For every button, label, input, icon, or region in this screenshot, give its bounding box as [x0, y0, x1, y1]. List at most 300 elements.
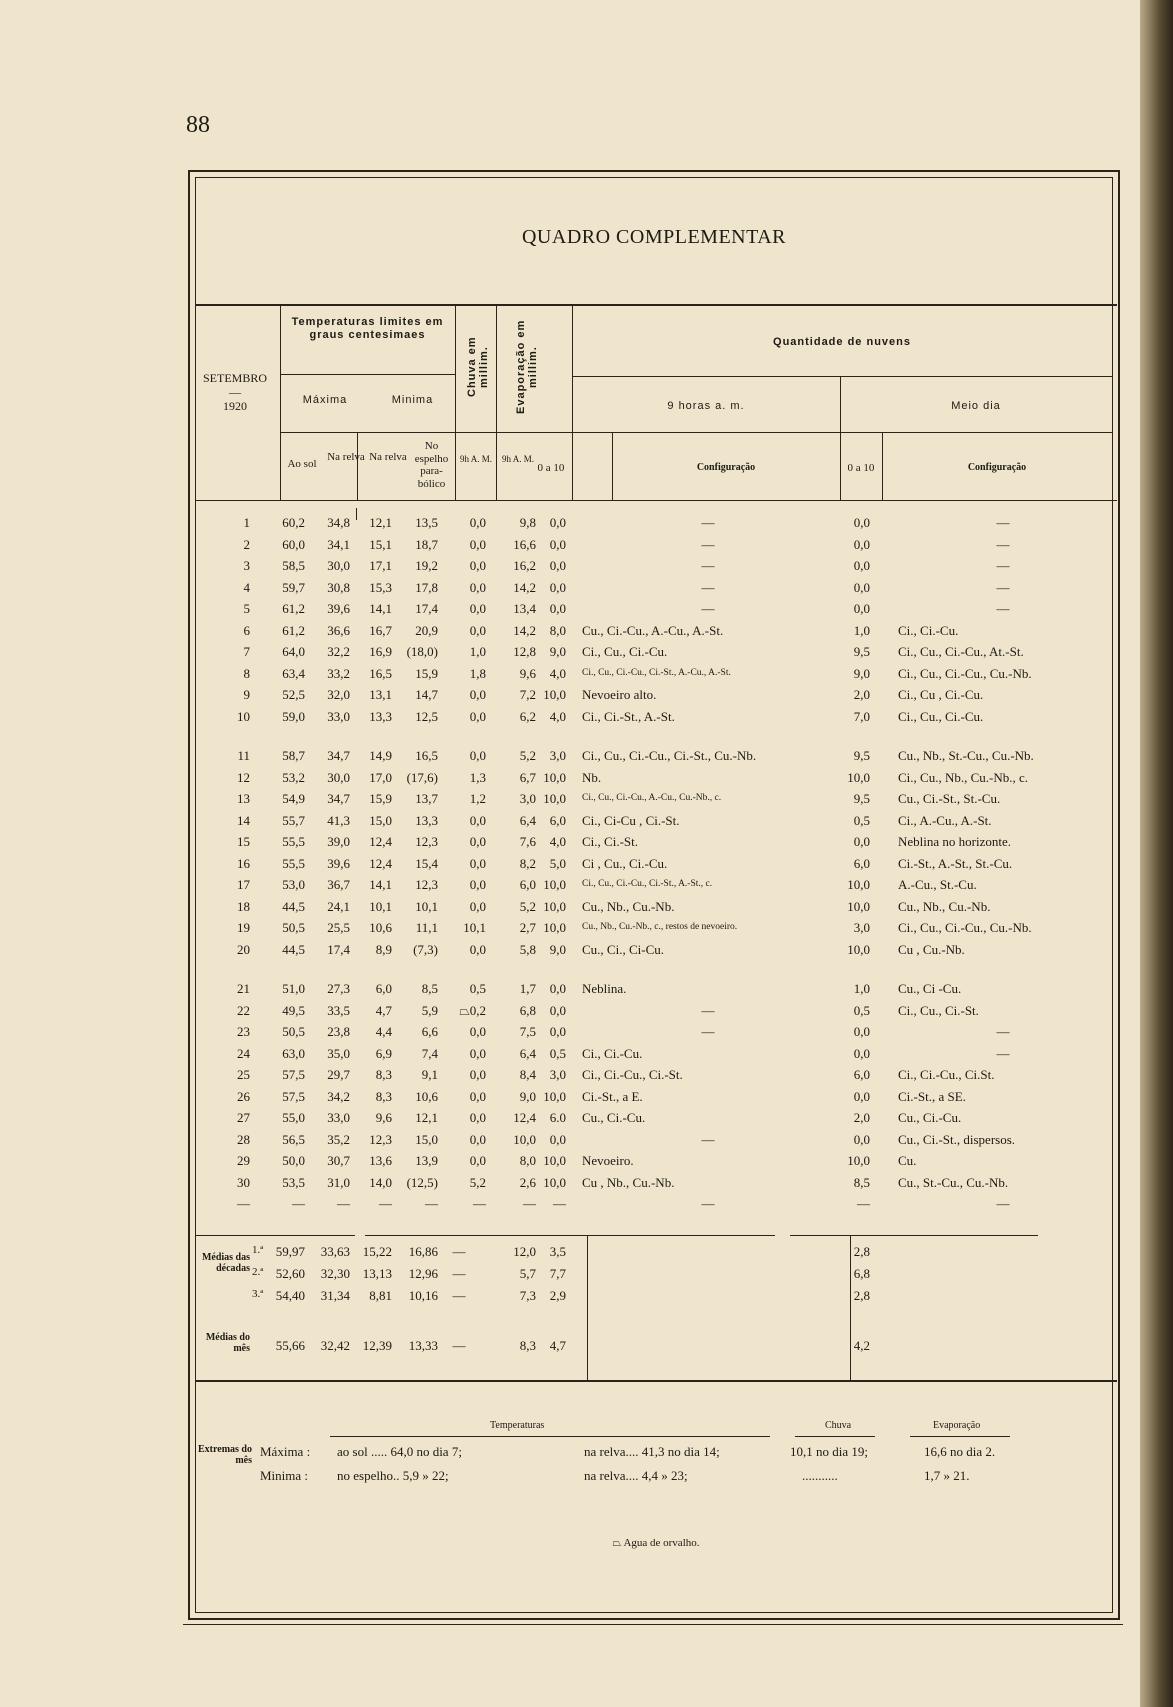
cell-min-relva: 15,0 — [369, 812, 392, 828]
table-row — [190, 813, 1122, 834]
table-row — [190, 834, 1122, 855]
cell-q12: 7,0 — [853, 708, 870, 724]
cell-evap: 14,2 — [513, 579, 536, 595]
cell-chuva: 0,0 — [469, 687, 486, 702]
cell-min-relva: 4,7 — [375, 1002, 392, 1018]
cell-c12: Cu., Ci.-Cu. — [898, 1110, 962, 1125]
mean-min-relva: 15,22 — [362, 1244, 392, 1259]
cell-evap: 7,2 — [519, 687, 536, 702]
month-mean-relva: 32,42 — [320, 1338, 350, 1353]
cell-q12: 0,0 — [853, 579, 870, 595]
cell-espelho: — — [425, 1196, 438, 1211]
cell-sol: 56,5 — [282, 1131, 305, 1147]
cell-chuva: 0,0 — [469, 708, 486, 724]
cell-espelho: 6,6 — [421, 1024, 438, 1039]
mean-evap: 7,3 — [519, 1288, 536, 1303]
cell-min-relva: 14,1 — [369, 877, 392, 892]
table-row — [190, 1024, 1122, 1045]
cell-espelho: 12,5 — [415, 708, 438, 724]
cell-sol: 59,7 — [282, 579, 305, 595]
cell-espelho: 19,2 — [415, 558, 438, 573]
mean-q12: 6,8 — [853, 1266, 870, 1281]
month-mean-sol: 55,66 — [275, 1338, 305, 1353]
cell-q12: 0,5 — [853, 812, 870, 828]
cell-day: 25 — [237, 1067, 250, 1082]
cell-q9: 10,0 — [543, 920, 566, 935]
cell-c12: — — [996, 1024, 1010, 1039]
cell-sol: 58,5 — [282, 558, 305, 573]
cell-q9: 0,0 — [549, 1131, 566, 1147]
cell-q9: 4,0 — [549, 834, 566, 849]
evap-header: Evaporação em millim. — [515, 319, 539, 415]
extremes-min-chuva: ........... — [802, 1468, 838, 1483]
cell-evap: 14,2 — [513, 622, 536, 638]
cell-relva: 41,3 — [327, 812, 350, 828]
time-9h-evap: 9h A. M. — [501, 454, 534, 464]
cell-c9: Ci , Cu., Ci.-Cu. — [582, 855, 668, 871]
mean-sol: 59,97 — [275, 1244, 305, 1259]
cell-q9: 10,0 — [543, 877, 566, 892]
cell-relva: 39,6 — [327, 855, 350, 871]
decade-mean-row — [190, 1244, 1122, 1265]
cell-relva: 30,0 — [327, 558, 350, 573]
cell-relva: 31,0 — [327, 1174, 350, 1190]
dew-symbol-icon: ⏢ — [612, 1537, 624, 1549]
cell-day: 8 — [243, 665, 250, 681]
cell-c9: Ci., Ci-Cu , Ci.-St. — [582, 812, 680, 828]
extremes-min-relva: na relva.... 4,4 » 23; — [584, 1468, 688, 1483]
cell-c12: Cu., Ci.-St., dispersos. — [898, 1131, 1016, 1147]
mean-relva: 33,63 — [320, 1244, 350, 1259]
cell-c12: Ci., A.-Cu., A.-St. — [898, 812, 992, 828]
extremes-evap-header: Evaporação — [933, 1420, 981, 1431]
table-row — [190, 623, 1122, 644]
cell-min-relva: 14,0 — [369, 1174, 392, 1190]
table-frame: QUADRO COMPLEMENTAR SETEMBRO — 1920 Temperaturas limites em graus centesimaes Máxima Minima Ao sol Na relva Na relva No espelho para-bólico Chuva em millim. Evaporação em millim. 9h A. M. 9h A. M. Quantidade de nuvens 9 horas a. m. Meio dia 0 a 10 Configuração 0 a 10 Configuração 1 60,2 34,8 12,1 13,5 0,0 9,8 0,0 — 0,0 — 2 60,0 34,1 15,1 18,7 0,0 16,6 0,0 — 0,0 — 3 58,5 30,0 17,1 19,2 0,0 16,2 0,0 — 0,0 — 4 59,7 30,8 15,3 17,8 0,0 14,2 0,0 — 0,0 — 5 61,2 39,6 14,1 17,4 0,0 13,4 0,0 — 0,0 — 6 61,2 36,6 16,7 20,9 0,0 14,2 8,0 Cu., Ci.-Cu., A.-Cu., A.-St. 1,0 Ci., Ci.-Cu. 7 64,0 32,2 16,9 (18,0) 1,0 12,8 9,0 Ci., Cu., Ci.-Cu. 9,5 Ci., Cu., Ci.-Cu., At.-St. 8 63,4 33,2 16,5 15,9 1,8 9,6 4,0 Ci., Cu., Ci.-Cu., Ci.-St., A.-Cu., A.-St. 9,0 Ci., Cu., Ci.-Cu., Cu.-Nb. 9 52,5 32,0 13,1 14,7 0,0 7,2 10,0 Nevoeiro alto. 2,0 Ci., Cu , Ci.-Cu. 10 59,0 33,0 13,3 12,5 0,0 6,2 4,0 Ci., Ci.-St., A.-St. 7,0 Ci., Cu., Ci.-Cu. 11 58,7 34,7 14,9 16,5 0,0 5,2 3,0 Ci., Cu., Ci.-Cu., Ci.-St., Cu.-Nb. 9,5 Cu., Nb., St.-Cu., Cu.-Nb. 12 53,2 30,0 17,0 (17,6) 1,3 6,7 10,0 Nb. 10,0 Ci., Cu., Nb., Cu.-Nb., c. 13 54,9 34,7 15,9 13,7 1,2 3,0 10,0 Ci., Cu., Ci.-Cu., A.-Cu., Cu.-Nb., c. 9,5 Cu., Ci.-St., St.-Cu. 14 55,7 41,3 15,0 13,3 0,0 6,4 6,0 Ci., Ci-Cu , Ci.-St. 0,5 Ci., A.-Cu., A.-St. 15 55,5 39,0 12,4 12,3 0,0 7,6 4,0 Ci., Ci.-St. 0,0 Neblina no horizonte. 16 55,5 39,6 12,4 15,4 0,0 8,2 5,0 Ci , Cu., Ci.-Cu. 6,0 Ci.-St., A.-St., St.-Cu. 17 53,0 36,7 14,1 12,3 0,0 6,0 10,0 Ci., Cu., Ci.-Cu., Ci.-St., A.-St., c. 10,0 A.-Cu., St.-Cu. 18 44,5 24,1 10,1 10,1 0,0 5,2 10,0 Cu., Nb., Cu.-Nb. 10,0 Cu., Nb., Cu.-Nb. 19 50,5 25,5 10,6 11,1 10,1 2,7 10,0 Cu., Nb., Cu.-Nb., c., restos de nevoeiro. 3,0 Ci., Cu., Ci.-Cu., Cu.-Nb. 20 44,5 17,4 8,9 (7,3) 0,0 5,8 9,0 Cu., Ci., Ci-Cu. 10,0 Cu , Cu.-Nb. 21 51,0 27,3 6,0 8,5 0,5 1,7 0,0 Neblina. 1,0 Cu., Ci -Cu. 22 49,5 33,5 4,7 5,9 ⏢0,2 6,8 0,0 — 0,5 Ci., Cu., Ci.-St. 23 50,5 23,8 4,4 6,6 0,0 7,5 0,0 — 0,0 — 24 63,0 35,0 6,9 7,4 0,0 6,4 0,5 Ci., Ci.-Cu. 0,0 — 25 57,5 29,7 8,3 9,1 0,0 8,4 3,0 Ci., Ci.-Cu., Ci.-St. 6,0 Ci., Ci.-Cu., Ci.St. 26 57,5 34,2 8,3 10,6 0,0 9,0 10,0 Ci.-St., a E. 0,0 Ci.-St., a SE. 27 55,0 33,0 9,6 12,1 0,0 12,4 6.0 Cu., Ci.-Cu. 2,0 Cu., Ci.-Cu. 28 56,5 35,2 12,3 15,0 0,0 10,0 0,0 — 0,0 Cu., Ci.-St., dispersos. 29 50,0 30,7 13,6 13,9 0,0 8,0 10,0 Nevoeiro. 10,0 Cu. 30 53,5 31,0 14,0 (12,5) 5,2 2,6 10,0 Cu , Nb., Cu.-Nb. 8,5 Cu., St.-Cu., Cu.-Nb. — — — — — — — — — — — Médias das décadas 1.ª 59,97 33,63 15,22 16,86 — 12,0 3,5 2,8 2.ª 52,60 32,30 13,13 12,96 — 5,7 7,7 6,8 3.ª 54,40 31,34 8,81 10,16 — 7,3 2,9 2,8 Médias do mês 55,66 32,42 12,39 13,33 — 8,3 4,7 4,2 Temperaturas Chuva Evaporação Extremas do mês Máxima : ao sol ..... 64,0 no dia 7; na relva.... 41,3 no dia 14; 10,1 no dia 19; 16,6 no dia 2. Minima : no espelho.. 5,9 » 22; na relva.... 4,4 » 23; ........... 1,7 » 21. ⏢ Agua de orvalho. — [188, 170, 1120, 1620]
meio-dia-header: Meio dia — [951, 400, 1001, 412]
table-row — [190, 687, 1122, 708]
cell-c12: Cu., Nb., Cu.-Nb. — [898, 898, 991, 914]
cell-min-relva: 12,1 — [369, 515, 392, 530]
cell-c9: Ci., Cu., Ci.-Cu., Ci.-St., A.-Cu., A.-St. — [582, 667, 731, 678]
cell-relva: 33,0 — [327, 1110, 350, 1125]
maxima-header: Máxima — [302, 394, 348, 406]
cell-q12: 10,0 — [847, 877, 870, 892]
cell-q9: 10,0 — [543, 1088, 566, 1104]
cell-min-relva: 15,3 — [369, 579, 392, 595]
cell-c12: — — [996, 536, 1010, 552]
cell-chuva: 0,0 — [469, 855, 486, 871]
cell-c12: Neblina no horizonte. — [898, 834, 1011, 849]
cell-evap: 6,4 — [519, 812, 536, 828]
cell-day: 16 — [237, 855, 250, 871]
cell-sol: 53,5 — [282, 1174, 305, 1190]
cell-q12: 0,0 — [853, 1131, 870, 1147]
cell-relva: 24,1 — [327, 898, 350, 914]
cell-c12: Ci., Ci.-Cu., Ci.St. — [898, 1067, 995, 1082]
table-row — [190, 515, 1122, 536]
cell-relva: 34,7 — [327, 748, 350, 763]
cell-sol: 55,5 — [282, 834, 305, 849]
cell-day: 5 — [243, 601, 250, 616]
cell-chuva: ⏢0,2 — [459, 1002, 486, 1018]
cell-evap: 5,2 — [519, 898, 536, 914]
cell-day: 29 — [237, 1153, 250, 1168]
cell-sol: 63,0 — [282, 1045, 305, 1061]
config-9h-header: Configuração — [696, 462, 756, 473]
cell-evap: 7,6 — [519, 834, 536, 849]
cell-evap: 5,8 — [519, 941, 536, 957]
na-relva-min-header: Na relva — [369, 451, 407, 463]
cell-evap: 9,6 — [519, 665, 536, 681]
extremes-min-espelho: no espelho.. 5,9 » 22; — [337, 1468, 449, 1483]
mean-espelho: 10,16 — [408, 1288, 438, 1303]
cell-day: — — [237, 1196, 250, 1211]
cell-espelho: 10,1 — [415, 898, 438, 914]
decade-means-label: Médias das décadas — [201, 1252, 250, 1274]
cell-sol: 50,5 — [282, 1024, 305, 1039]
table-row — [190, 899, 1122, 920]
cell-chuva: 0,0 — [469, 834, 486, 849]
cell-c12: Ci., Cu., Ci.-Cu. — [898, 708, 984, 724]
cell-chuva: — — [473, 1196, 486, 1211]
cell-day: 18 — [237, 898, 250, 914]
cell-relva: 34,8 — [327, 515, 350, 530]
cell-relva: 34,7 — [327, 791, 350, 806]
cell-c12: — — [996, 579, 1010, 595]
cell-relva: 33,0 — [327, 708, 350, 724]
cell-sol: 55,7 — [282, 812, 305, 828]
cell-day: 27 — [237, 1110, 250, 1125]
cell-day: 2 — [243, 536, 250, 552]
cell-min-relva: 16,9 — [369, 644, 392, 659]
cell-espelho: 10,6 — [415, 1088, 438, 1104]
cell-q12: 0,0 — [853, 536, 870, 552]
cell-c12: Cu. — [898, 1153, 917, 1168]
table-row — [190, 1110, 1122, 1131]
cell-relva: 30,8 — [327, 579, 350, 595]
cell-day: 11 — [237, 748, 250, 763]
cell-min-relva: 6,0 — [375, 981, 392, 996]
cell-q9: 8,0 — [549, 622, 566, 638]
cell-espelho: 12,3 — [415, 877, 438, 892]
cell-q9: 0,5 — [549, 1045, 566, 1061]
cell-min-relva: 17,1 — [369, 558, 392, 573]
cell-espelho: (7,3) — [413, 941, 438, 957]
cell-c12: A.-Cu., St.-Cu. — [898, 877, 977, 892]
cell-relva: 32,2 — [327, 644, 350, 659]
cell-relva: 34,2 — [327, 1088, 350, 1104]
cell-min-relva: 6,9 — [375, 1045, 392, 1061]
cell-q9: 10,0 — [543, 1153, 566, 1168]
cell-espelho: 17,4 — [415, 601, 438, 616]
cell-espelho: (17,6) — [406, 769, 438, 785]
mean-chuva: — — [452, 1288, 466, 1303]
cell-day: 24 — [237, 1045, 250, 1061]
cell-day: 28 — [237, 1131, 250, 1147]
cell-c12: Cu , Cu.-Nb. — [898, 941, 965, 957]
cell-q9: 3,0 — [549, 748, 566, 763]
table-row — [190, 1175, 1122, 1196]
cell-c9: — — [701, 601, 715, 616]
cell-relva: 36,6 — [327, 622, 350, 638]
cell-q12: 1,0 — [853, 981, 870, 996]
cell-min-relva: 12,3 — [369, 1131, 392, 1147]
cell-c9: Cu., Nb., Cu.-Nb., c., restos de nevoeiro. — [582, 922, 738, 932]
book-edge — [1140, 0, 1173, 1707]
month-mean-min-relva: 12,39 — [362, 1338, 392, 1353]
cell-c9: Ci., Cu., Ci.-Cu., Ci.-St., Cu.-Nb. — [582, 748, 757, 763]
cell-sol: 63,4 — [282, 665, 305, 681]
cell-min-relva: 16,7 — [369, 622, 392, 638]
cell-relva: 29,7 — [327, 1067, 350, 1082]
cell-chuva: 0,0 — [469, 558, 486, 573]
cell-evap: 8,4 — [519, 1067, 536, 1082]
cell-sol: 44,5 — [282, 941, 305, 957]
cell-min-relva: 4,4 — [375, 1024, 392, 1039]
month-mean-evap: 8,3 — [519, 1338, 536, 1353]
cell-q12: 9,5 — [853, 748, 870, 763]
cell-evap: 6,7 — [519, 769, 536, 785]
cell-chuva: 1,0 — [469, 644, 486, 659]
table-row — [190, 1067, 1122, 1088]
cell-sol: 44,5 — [282, 898, 305, 914]
cell-relva: 39,0 — [327, 834, 350, 849]
cell-q12: 1,0 — [853, 622, 870, 638]
cell-min-relva: 9,6 — [375, 1110, 392, 1125]
cell-evap: 9,0 — [519, 1088, 536, 1104]
cell-q9: 0,0 — [549, 601, 566, 616]
cell-c9: Cu., Ci., Ci-Cu. — [582, 941, 664, 957]
cell-chuva: 0,0 — [469, 1131, 486, 1147]
cell-q9: — — [553, 1196, 566, 1211]
cell-chuva: 0,0 — [469, 1024, 486, 1039]
cell-espelho: 16,5 — [415, 748, 438, 763]
cell-espelho: 18,7 — [415, 536, 438, 552]
cell-c12: Ci., Cu., Nb., Cu.-Nb., c. — [898, 769, 1028, 785]
cell-day: 1 — [243, 515, 250, 530]
month-header: SETEMBRO — [202, 371, 267, 385]
cell-chuva: 0,0 — [469, 579, 486, 595]
month-mean-espelho: 13,33 — [408, 1338, 438, 1353]
cell-espelho: 13,5 — [415, 515, 438, 530]
cell-evap: 7,5 — [519, 1024, 536, 1039]
cell-sol: 49,5 — [282, 1002, 305, 1018]
cell-c9: — — [701, 1196, 715, 1211]
extremes-min-evap: 1,7 » 21. — [924, 1468, 970, 1483]
cell-q12: 0,0 — [853, 1045, 870, 1061]
cell-relva: 30,7 — [327, 1153, 350, 1168]
cell-q9: 10,0 — [543, 791, 566, 806]
cell-chuva: 0,0 — [469, 601, 486, 616]
cell-q12: 10,0 — [847, 898, 870, 914]
cell-c12: Ci.-St., A.-St., St.-Cu. — [898, 855, 1013, 871]
cell-q12: — — [857, 1196, 870, 1211]
table-row — [190, 709, 1122, 730]
cell-chuva: 1,3 — [469, 769, 486, 785]
chuva-header: Chuva em millim. — [466, 336, 490, 398]
cell-evap: 6,2 — [519, 708, 536, 724]
cell-chuva: 0,0 — [469, 877, 486, 892]
extremes-label: Extremas do mês — [198, 1444, 252, 1466]
decade-index: 1.ª — [252, 1244, 264, 1256]
cell-day: 26 — [237, 1088, 250, 1104]
cell-c9: Cu., Nb., Cu.-Nb. — [582, 898, 675, 914]
legend — [190, 1537, 1122, 1550]
cell-chuva: 0,5 — [469, 981, 486, 996]
cell-q12: 9,5 — [853, 791, 870, 806]
legend-text: Agua de orvalho. — [623, 1537, 700, 1549]
cell-c12: — — [996, 1196, 1010, 1211]
table-row — [190, 537, 1122, 558]
cell-relva: 25,5 — [327, 920, 350, 935]
mean-chuva: — — [452, 1266, 466, 1281]
table-row — [190, 942, 1122, 963]
cell-evap: 13,4 — [513, 601, 536, 616]
cell-chuva: 0,0 — [469, 748, 486, 763]
cell-min-relva: 15,9 — [369, 791, 392, 806]
cell-chuva: 0,0 — [469, 536, 486, 552]
cell-sol: 53,0 — [282, 877, 305, 892]
cell-relva: 30,0 — [327, 769, 350, 785]
cell-espelho: 13,3 — [415, 812, 438, 828]
cell-day: 9 — [243, 687, 250, 702]
table-row — [190, 601, 1122, 622]
table-row — [190, 748, 1122, 769]
cell-evap: 8,0 — [519, 1153, 536, 1168]
table-row — [190, 580, 1122, 601]
cell-min-relva: 10,1 — [369, 898, 392, 914]
cell-espelho: 13,7 — [415, 791, 438, 806]
cell-day: 17 — [237, 877, 250, 892]
cell-espelho: (12,5) — [406, 1174, 438, 1190]
cell-q12: 6,0 — [853, 1067, 870, 1082]
cell-c9: — — [701, 536, 715, 552]
cell-relva: 35,0 — [327, 1045, 350, 1061]
month-mean-label: Médias do mês — [205, 1332, 250, 1354]
cell-day: 6 — [243, 622, 250, 638]
cell-espelho: 9,1 — [421, 1067, 438, 1082]
extremes-chuva-header: Chuva — [825, 1420, 852, 1431]
minima-header: Minima — [391, 394, 434, 406]
mean-q12: 2,8 — [853, 1288, 870, 1303]
cell-relva: — — [337, 1196, 350, 1211]
decade-mean-row — [190, 1288, 1122, 1309]
table-row — [190, 981, 1122, 1002]
cell-relva: 34,1 — [327, 536, 350, 552]
cell-evap: 8,2 — [519, 855, 536, 871]
cell-q9: 6,0 — [549, 812, 566, 828]
cell-sol: 50,5 — [282, 920, 305, 935]
cell-relva: 32,0 — [327, 687, 350, 702]
cell-espelho: 13,9 — [415, 1153, 438, 1168]
cell-c9: Nevoeiro. — [582, 1153, 634, 1168]
cell-chuva: 0,0 — [469, 941, 486, 957]
cell-espelho: 15,0 — [415, 1131, 438, 1147]
cell-chuva: 5,2 — [469, 1174, 486, 1190]
cell-q12: 0,5 — [853, 1002, 870, 1018]
cell-chuva: 0,0 — [469, 1110, 486, 1125]
table-row — [190, 791, 1122, 812]
cell-q12: 0,0 — [853, 515, 870, 530]
cell-min-relva: 17,0 — [369, 769, 392, 785]
table-row — [190, 1003, 1122, 1024]
cell-q12: 0,0 — [853, 558, 870, 573]
cell-espelho: 20,9 — [415, 622, 438, 638]
cell-relva: 39,6 — [327, 601, 350, 616]
cell-espelho: 17,8 — [415, 579, 438, 595]
mean-espelho: 16,86 — [408, 1244, 438, 1259]
cell-min-relva: 8,9 — [375, 941, 392, 957]
cell-min-relva: 8,3 — [375, 1088, 392, 1104]
decade-index: 3.ª — [252, 1288, 264, 1300]
ao-sol-header: Ao sol — [287, 458, 317, 470]
cell-c9: Nevoeiro alto. — [582, 687, 657, 702]
cell-day: 13 — [237, 791, 250, 806]
cell-evap: 9,8 — [519, 515, 536, 530]
cell-min-relva: 12,4 — [369, 834, 392, 849]
cell-c12: Cu., St.-Cu., Cu.-Nb. — [898, 1174, 1009, 1190]
mean-q9: 7,7 — [549, 1266, 566, 1281]
cell-q9: 10,0 — [543, 1174, 566, 1190]
table-row — [190, 1196, 1122, 1217]
cell-q12: 10,0 — [847, 1153, 870, 1168]
cell-q9: 0,0 — [549, 1024, 566, 1039]
cell-relva: 36,7 — [327, 877, 350, 892]
cell-c12: Ci., Cu., Ci.-St. — [898, 1002, 979, 1018]
cell-relva: 33,2 — [327, 665, 350, 681]
cell-q9: 10,0 — [543, 687, 566, 702]
cell-evap: 6,8 — [519, 1002, 536, 1018]
cell-c12: Cu., Ci.-St., St.-Cu. — [898, 791, 1001, 806]
cell-espelho: 11,1 — [415, 920, 438, 935]
cell-evap: 10,0 — [513, 1131, 536, 1147]
cell-evap: — — [523, 1196, 536, 1211]
cell-c9: — — [701, 1131, 715, 1147]
cell-relva: 33,5 — [327, 1002, 350, 1018]
cell-sol: 55,5 — [282, 855, 305, 871]
cell-day: 23 — [237, 1024, 250, 1039]
cell-espelho: 15,9 — [415, 665, 438, 681]
mean-espelho: 12,96 — [408, 1266, 438, 1281]
cell-sol: 59,0 — [282, 708, 305, 724]
cell-c9: — — [701, 1024, 715, 1039]
cell-q9: 0,0 — [549, 536, 566, 552]
cell-c12: Cu., Nb., St.-Cu., Cu.-Nb. — [898, 748, 1034, 763]
cell-sol: 55,0 — [282, 1110, 305, 1125]
cell-chuva: 10,1 — [463, 920, 486, 935]
scale-9h-header: 0 a 10 — [537, 462, 565, 474]
table-row — [190, 856, 1122, 877]
cell-relva: 27,3 — [327, 981, 350, 996]
extremes-temp-header: Temperaturas — [490, 1420, 545, 1431]
cell-evap: 6,4 — [519, 1045, 536, 1061]
cell-chuva: 0,0 — [469, 1045, 486, 1061]
cell-c9: — — [701, 515, 715, 530]
cell-espelho: 8,5 — [421, 981, 438, 996]
clouds-group-header: Quantidade de nuvens — [773, 336, 911, 348]
cell-evap: 1,7 — [519, 981, 536, 996]
mean-q9: 2,9 — [549, 1288, 566, 1303]
cell-day: 3 — [243, 558, 250, 573]
month-mean-q12: 4,2 — [853, 1338, 870, 1353]
time-9h-chuva: 9h A. M. — [459, 454, 492, 464]
cell-chuva: 0,0 — [469, 898, 486, 914]
cell-c9: Cu., Ci.-Cu. — [582, 1110, 646, 1125]
cell-day: 4 — [243, 579, 250, 595]
cell-espelho: 5,9 — [421, 1002, 438, 1018]
cell-chuva: 1,2 — [469, 791, 486, 806]
